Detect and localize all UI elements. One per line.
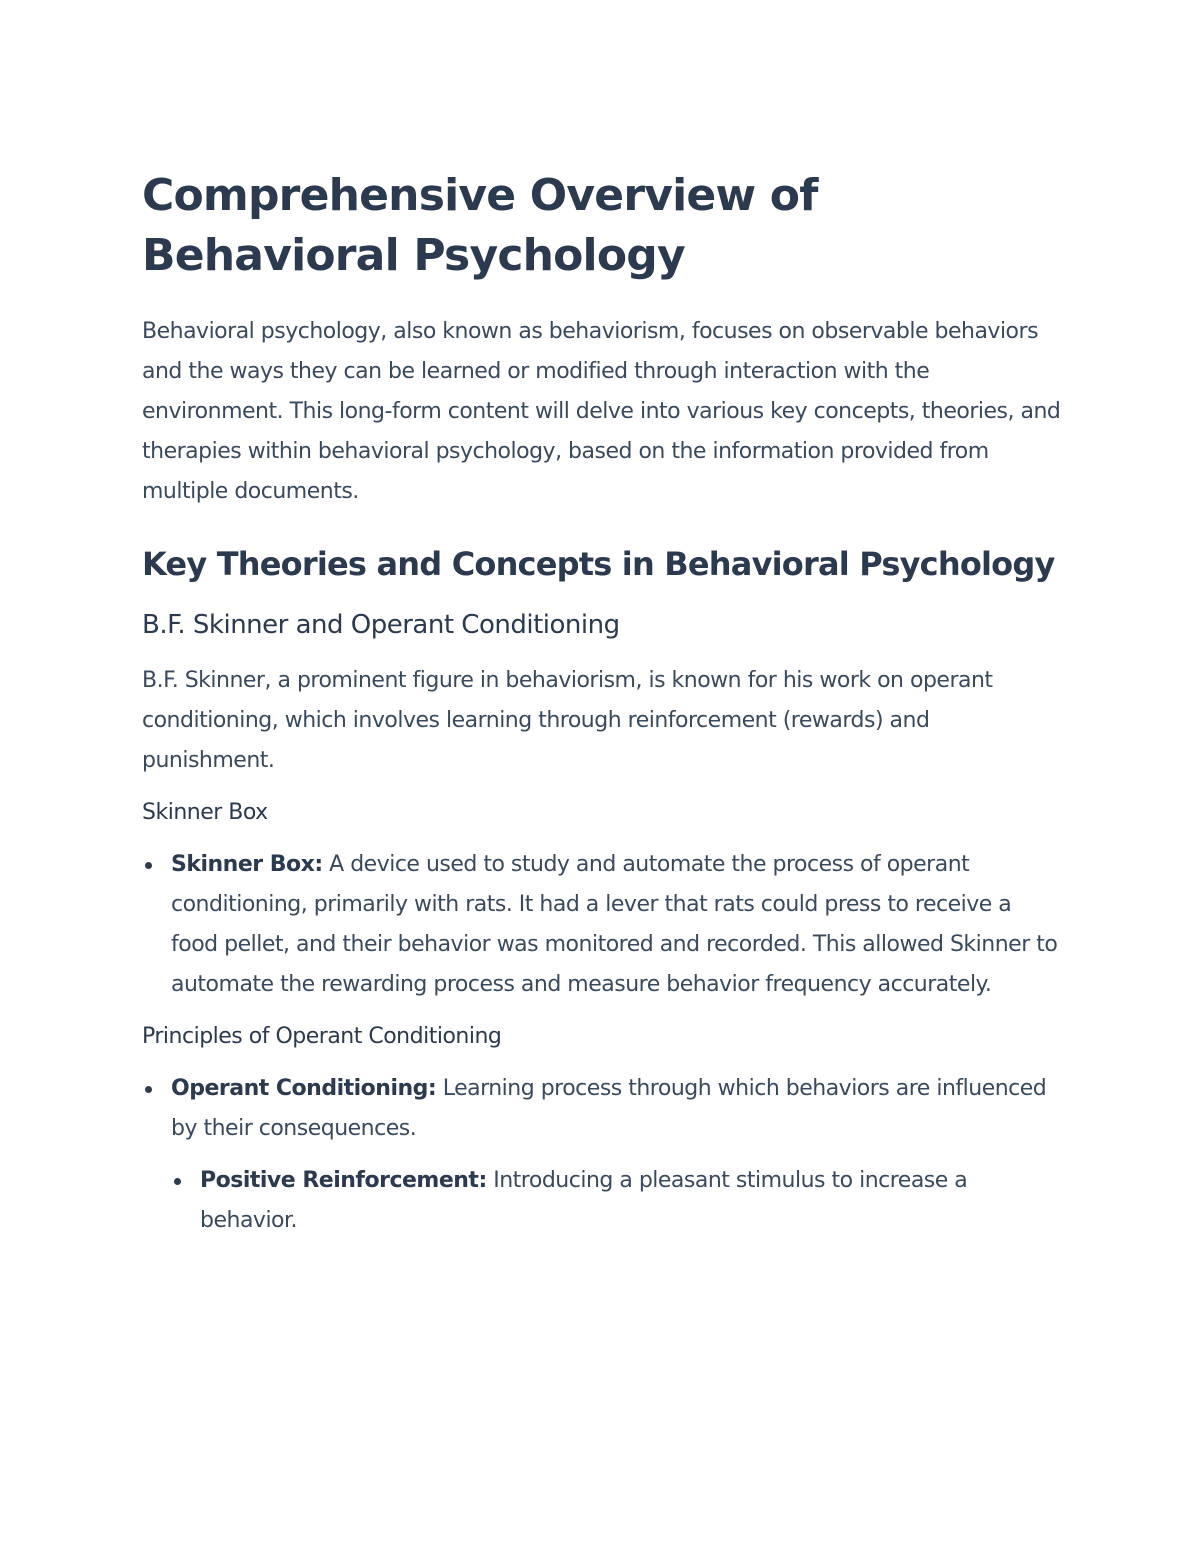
subsection-body: B.F. Skinner, a prominent figure in behaviorism, is known for his work on operant conditioning, which involves learning through reinforcement (rewards) and punishment. <box>142 668 993 773</box>
list-item-text: Learning process through which behaviors are influenced by their consequences. <box>171 1076 1047 1141</box>
bullet-icon <box>145 862 152 869</box>
nested-list <box>171 1161 1062 1241</box>
list-item <box>142 1069 1062 1241</box>
skinner-box-heading: Skinner Box <box>142 800 268 825</box>
nested-list-item <box>171 1161 1062 1241</box>
page-title: Comprehensive Overview of Behavioral Psychology <box>142 170 818 281</box>
document-content <box>142 166 1062 1241</box>
intro-paragraph: Behavioral psychology, also known as behaviorism, focuses on observable behaviors and the ways they can be learned or modified through interaction with the environment. This long-form content will delve into various key concepts, theories, and therapies within behavioral psychology, based on the information provided from multiple documents. <box>142 319 1061 504</box>
section-heading: Key Theories and Concepts in Behavioral Psychology <box>142 545 1055 583</box>
skinner-box-list <box>142 845 1062 1005</box>
subsection-heading: B.F. Skinner and Operant Conditioning <box>142 610 620 640</box>
principles-heading: Principles of Operant Conditioning <box>142 1024 502 1049</box>
list-item-term: Skinner Box: <box>171 852 323 877</box>
list-item-text: A device used to study and automate the process of operant conditioning, primarily with rats. It had a lever that rats could press to receive a food pellet, and their behavior was monitored and recorded. This allowed Skinner to automate the rewarding process and measure behavior frequency accurately. <box>171 852 1058 997</box>
bullet-icon <box>145 1086 152 1093</box>
list-item-term: Operant Conditioning: <box>171 1076 437 1101</box>
principles-list <box>142 1069 1062 1241</box>
list-item-text: Introducing a pleasant stimulus to increase a behavior. <box>200 1168 968 1233</box>
list-item <box>142 845 1062 1005</box>
bullet-icon <box>174 1178 181 1185</box>
list-item-term: Positive Reinforcement: <box>200 1168 487 1193</box>
